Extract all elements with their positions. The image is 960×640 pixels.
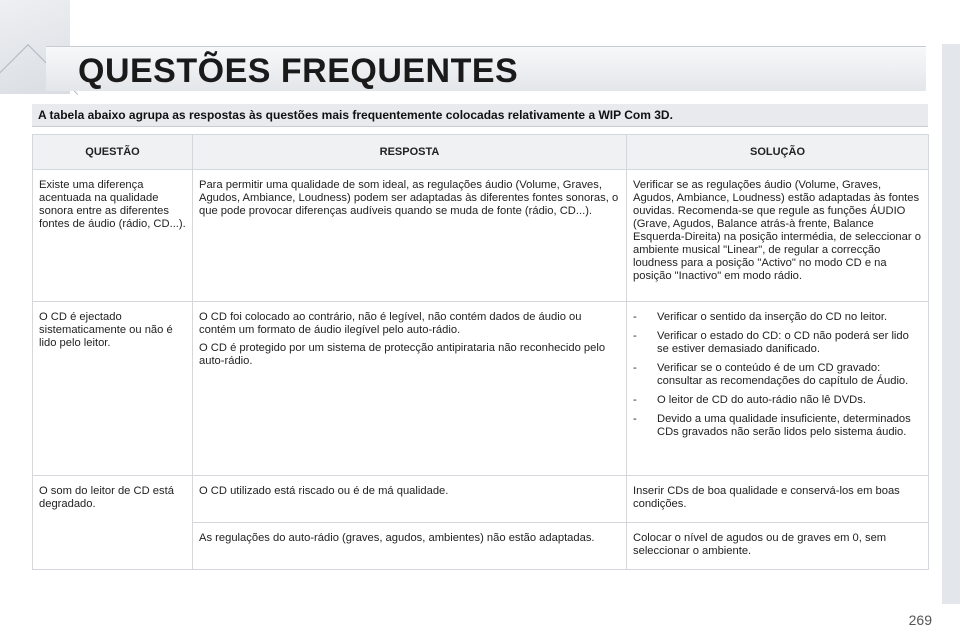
- solution-cell: [627, 476, 929, 523]
- list-item: - Devido a uma qualidade insuficiente, determinados CDs gravados não serão lidos pelo sistema áudio.: [633, 413, 922, 439]
- response-text: O CD é protegido por um sistema de protecção antipirataria não reconhecido pelo auto-rádio.: [199, 342, 606, 367]
- list-item: - Verificar se o conteúdo é de um CD gravado: consultar as recomendações do capítulo de Áudio.: [633, 362, 922, 388]
- solution-cell: [627, 170, 929, 302]
- list-item: - O leitor de CD do auto-rádio não lê DVDs.: [633, 394, 922, 407]
- table-header-row: [33, 135, 929, 170]
- right-edge-strip: [942, 44, 960, 604]
- question-cell: Existe uma diferença acentuada na qualidade sonora entre as diferentes fontes de áudio (rádio, CD...).: [33, 170, 193, 302]
- page-title: QUESTÕES FREQUENTES: [78, 52, 519, 90]
- list-item: - Verificar o sentido da inserção do CD no leitor.: [633, 311, 922, 324]
- solution-cell: [627, 523, 929, 570]
- intro-band: [32, 104, 928, 127]
- response-text: Para permitir uma qualidade de som ideal, as regulações áudio (Volume, Graves, Agudos, Ambiance, Loudness) podem ser adaptadas às diferentes fontes sonoras, o que pode provocar diferenças audíveis quando se muda de fonte (rádio, CD...).: [199, 179, 619, 217]
- response-cell: [193, 523, 627, 570]
- header-response: RESPOSTA: [193, 135, 627, 170]
- question-cell: O som do leitor de CD está degradado.: [33, 476, 193, 570]
- table-row: [33, 476, 929, 523]
- question-cell: O CD é ejectado sistematicamente ou não é lido pelo leitor.: [33, 302, 193, 476]
- page-number: 269: [908, 612, 932, 628]
- header-solution: SOLUÇÃO: [627, 135, 929, 170]
- solution-list: [633, 311, 922, 439]
- table-row: [33, 302, 929, 476]
- intro-text: A tabela abaixo agrupa as respostas às questões mais frequentemente colocadas relativamente a WIP Com 3D.: [38, 108, 673, 122]
- header-question: QUESTÃO: [33, 135, 193, 170]
- solution-text: Verificar se as regulações áudio (Volume, Graves, Agudos, Ambiance, Loudness) estão adaptadas às fontes ouvidas. Recomenda-se que regule as funções ÁUDIO (Grave, Agudos, Balance atrás-à frente, Balance Esquerda-Direita) na posição intermédia, de seleccionar o ambiente musical "Linear", de regular a correcção loudness para a posição "Activo" no modo CD e na posição "Inactivo" em modo rádio.: [633, 179, 921, 282]
- faq-table: [32, 134, 929, 570]
- response-cell: [193, 476, 627, 523]
- response-text: O CD utilizado está riscado ou é de má qualidade.: [199, 485, 449, 497]
- list-item: - Verificar o estado do CD: o CD não poderá ser lido se estiver demasiado danificado.: [633, 330, 922, 356]
- solution-text: Inserir CDs de boa qualidade e conservá-los em boas condições.: [633, 485, 900, 510]
- response-text: O CD foi colocado ao contrário, não é legível, não contém dados de áudio ou contém um formato de áudio ilegível pelo auto-rádio.: [199, 311, 582, 336]
- response-cell: [193, 170, 627, 302]
- table-row: [33, 170, 929, 302]
- solution-text: Colocar o nível de agudos ou de graves em 0, sem seleccionar o ambiente.: [633, 532, 887, 557]
- solution-cell: [627, 302, 929, 476]
- response-text: As regulações do auto-rádio (graves, agudos, ambientes) não estão adaptadas.: [199, 532, 595, 544]
- response-cell: [193, 302, 627, 476]
